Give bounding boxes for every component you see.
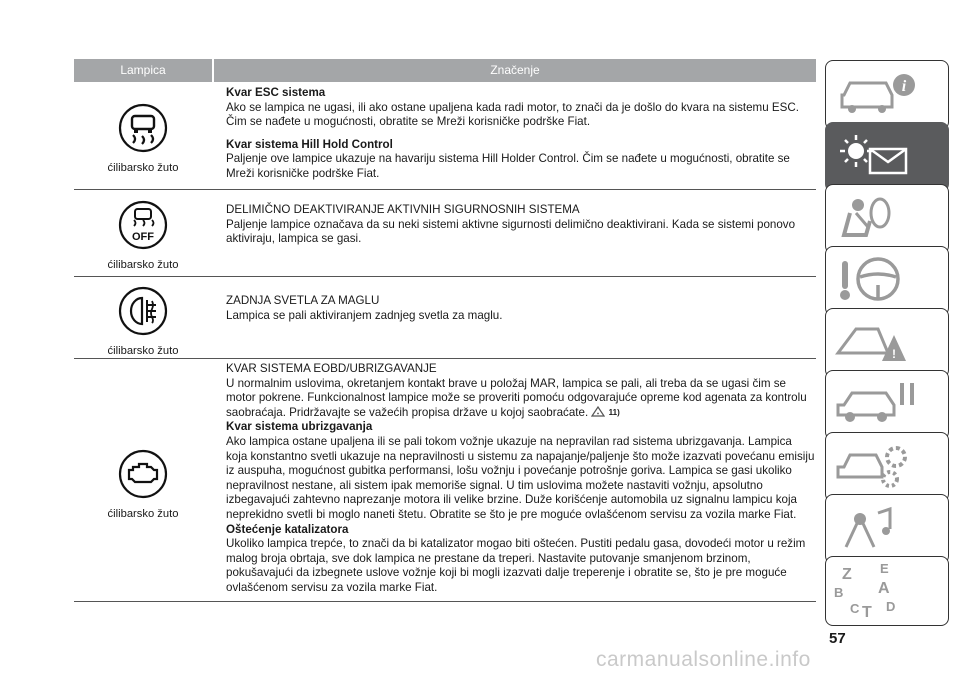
svg-text:B: B (834, 585, 844, 600)
table-header (74, 59, 816, 82)
section-text: U normalnim uslovima, okretanjem kontakt brave u položaj MAR, lampica se pali, ali treba da se ugasi čim se motor pokrene. Funkcionalnost lampice može se proveriti pomoću odgovarajuće opreme kod agenata za kontrolu saobraćaja. Pridržavajte se važećih propisa države u kojoj saobraćate. (226, 376, 807, 419)
section-title: Kvar sistema ubrizgavanja (226, 420, 373, 434)
table-row (74, 359, 816, 602)
page-number: 57 (829, 630, 846, 647)
section-text: Paljenje ove lampice ukazuje na havariju sistema Hill Holder Control. Čim se nađete u mogućnosti, obratite se Mreži korisničke podrške Fiat. (226, 152, 790, 180)
svg-text:D: D (886, 599, 896, 614)
svg-text:Z: Z (842, 566, 852, 583)
watermark: carmanualsonline.info (596, 648, 811, 671)
rear-fog-light-icon (118, 286, 168, 336)
section-text: Ako se lampica ne ugasi, ili ako ostane upaljena kada radi motor, to znači da je došlo do kvara na sistemu ESC. Čim se nađete u mogućnosti, obratite se Mreži korisničke podrške Fiat. (226, 100, 799, 129)
seat-airbag-icon[interactable] (825, 184, 949, 254)
multimedia-map-icon[interactable] (825, 494, 949, 564)
table-row (74, 277, 816, 359)
table-row (74, 190, 816, 277)
lamp-color-label: ćilibarsko žuto (107, 162, 179, 174)
section-title: Oštećenje katalizatora (226, 522, 349, 536)
warning-lights-table (74, 59, 816, 602)
esc-off-icon (118, 200, 168, 250)
car-emergency-icon[interactable] (825, 370, 949, 440)
svg-text:E: E (880, 561, 889, 576)
lamp-color-label: ćilibarsko žuto (107, 259, 179, 271)
svg-text:OFF: OFF (132, 231, 154, 243)
warning-light-message-icon[interactable] (825, 122, 949, 192)
car-service-gears-icon[interactable] (825, 432, 949, 502)
header-meaning: Značenje (490, 63, 540, 77)
alphabetical-index-icon[interactable] (825, 556, 949, 626)
engine-check-icon (118, 449, 168, 499)
steering-wheel-key-icon[interactable] (825, 246, 949, 316)
section-text: Lampica se pali aktiviranjem zadnjeg svetla za maglu. (226, 308, 503, 322)
esc-skid-icon (118, 103, 168, 153)
svg-text:!: ! (892, 347, 896, 361)
section-text: Ako lampica ostane upaljena ili se pali tokom vožnje ukazuje na nepravilan rad sistema ubrizgavanja. Lampica koja konstantno svetli ukazuje na nepravilnosti u sistemu za napajanje/paljenje što može izazvati povećanu emisiju iz auspuha, mogućnost gubitka performansi, lošu vožnju i povećanje potrošnje goriva. Lampica se gasi ukoliko nepravilnost nestane, ali sistem ipak memoriše signal. U tim uslovima možete nastaviti vožnju, apsolutno izbegavajući zahtevno naprezanje motora ili velike brzine. Duže korišćenje automobila uz signalnu lampicu koja neprekidno svetli bi moglo naneti štetu. Obratite se što je pre moguće ovlašćenom servisu za vozila marke Fiat. (226, 434, 815, 521)
section-title: DELIMIČNO DEAKTIVIRANJE AKTIVNIH SIGURNOSNIH SISTEMA (226, 203, 580, 216)
section-title: ZADNJA SVETLA ZA MAGLU (226, 294, 380, 307)
svg-text:i: i (901, 78, 907, 95)
svg-text:A: A (878, 580, 890, 597)
lamp-color-label: ćilibarsko žuto (107, 345, 179, 357)
section-title: KVAR SISTEMA EOBD/UBRIZGAVANJE (226, 362, 437, 375)
table-row (74, 82, 816, 190)
header-lamp: Lampica (120, 63, 166, 77)
car-info-icon[interactable] (825, 60, 949, 130)
section-text: Ukoliko lampica trepće, to znači da bi katalizator mogao biti oštećen. Pustiti pedalu gasa, dovodeći motor u režim malog broja obrtaja, sve dok lampica ne prestane da treperi. Nastavite putovanje smanjenom brzinom, pokušavajući da izbegnete uslove vožnje koji bi mogli izazvati dalje treperenje i obratite se, što je pre moguće ovlašćenom servisu za vozila marke Fiat. (226, 537, 806, 594)
note-reference: 11) (608, 407, 620, 417)
section-title: Kvar ESC sistema (226, 86, 326, 99)
section-text: Paljenje lampice označava da su neki sistemi aktivne sigurnosti delimično deaktivirani. Kada se sistemi ponovo aktiviraju, lampica se gasi. (226, 217, 796, 246)
section-title: Kvar sistema Hill Hold Control (226, 137, 393, 151)
svg-text:T: T (862, 604, 872, 621)
warning-hazard-icon (591, 406, 605, 417)
svg-text:C: C (850, 601, 860, 616)
road-warning-triangle-icon[interactable] (825, 308, 949, 378)
lamp-color-label: ćilibarsko žuto (107, 508, 179, 520)
